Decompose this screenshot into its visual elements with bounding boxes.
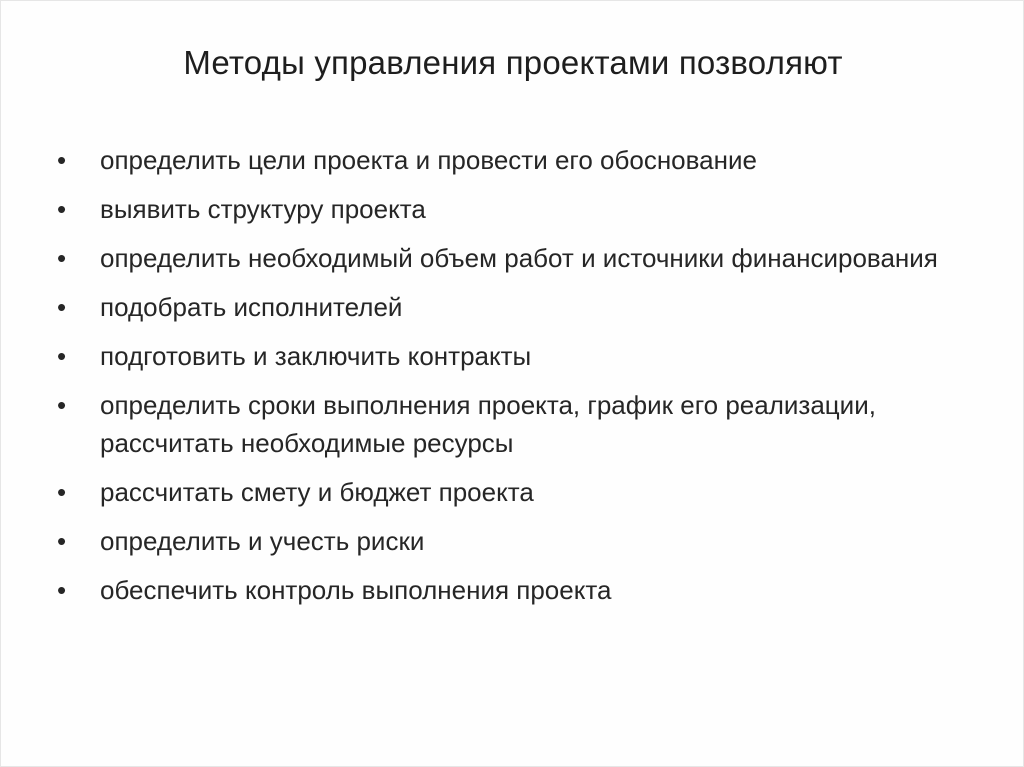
bullet-text: выявить структуру проекта xyxy=(100,194,426,224)
bullet-icon: • xyxy=(57,390,67,420)
bullet-text: определить сроки выполнения проекта, график его реализации, рассчитать необходимые ресурсы xyxy=(100,390,876,458)
bullet-icon: • xyxy=(57,145,67,175)
bullet-text: обеспечить контроль выполнения проекта xyxy=(100,575,612,605)
bullet-item-9 xyxy=(57,571,977,609)
bullet-text: определить цели проекта и провести его обоснование xyxy=(100,145,757,175)
bullet-icon: • xyxy=(57,477,67,507)
bullet-item-5 xyxy=(57,337,977,375)
bullet-text: определить и учесть риски xyxy=(100,526,425,556)
bullet-item-7 xyxy=(57,473,977,511)
bullet-text: рассчитать смету и бюджет проекта xyxy=(100,477,534,507)
slide-title: Методы управления проектами позволяют xyxy=(183,44,843,81)
bullet-item-4 xyxy=(57,288,977,326)
bullet-item-8 xyxy=(57,522,977,560)
bullet-icon: • xyxy=(57,194,67,224)
bullet-icon: • xyxy=(57,341,67,371)
bullet-item-2 xyxy=(57,190,977,228)
bullet-icon: • xyxy=(57,526,67,556)
bullet-item-3 xyxy=(57,239,977,277)
bullet-text: подготовить и заключить контракты xyxy=(100,341,532,371)
bullet-item-1 xyxy=(57,141,977,179)
bullet-text: подобрать исполнителей xyxy=(100,292,403,322)
bullet-icon: • xyxy=(57,292,67,322)
bullet-list xyxy=(57,141,977,620)
bullet-item-6 xyxy=(57,386,977,462)
bullet-icon: • xyxy=(57,575,67,605)
bullet-icon: • xyxy=(57,243,67,273)
bullet-text: определить необходимый объем работ и источники финансирования xyxy=(100,243,938,273)
